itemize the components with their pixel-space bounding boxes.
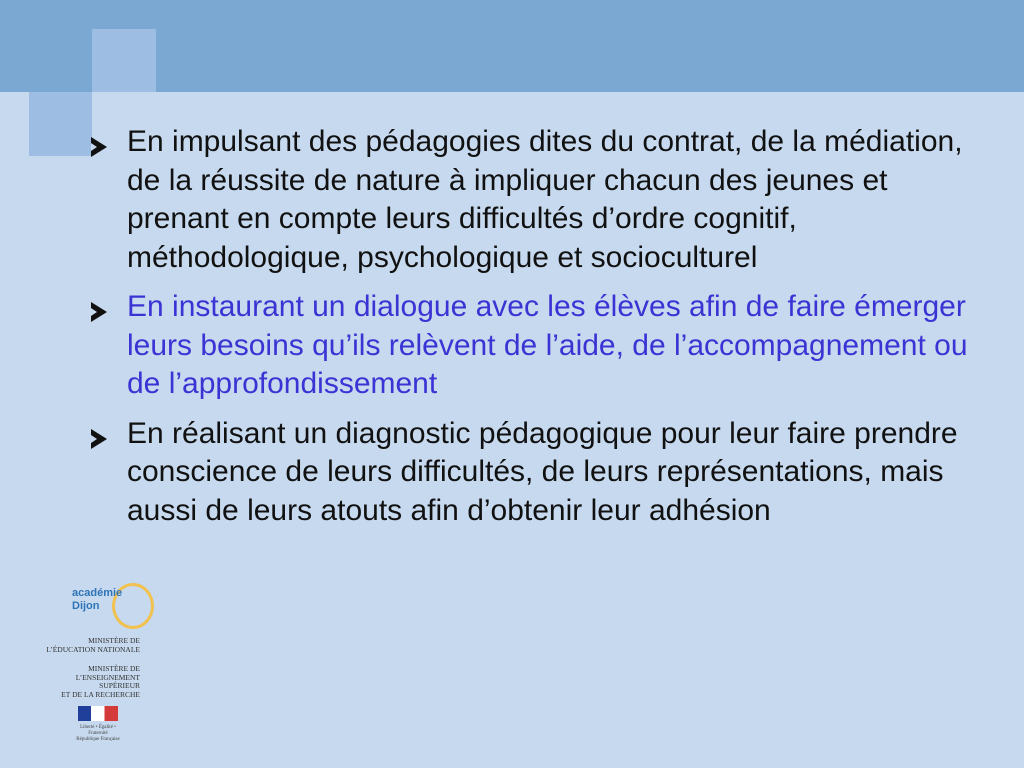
- academie-dijon-label: académie Dijon: [72, 587, 123, 612]
- bullet-item: [90, 288, 990, 404]
- bullet-text: En réalisant un diagnostic pédagogique pour leur faire prendre conscience de leurs difficultés, de leurs représentations, mais aussi de leurs atouts afin d’obtenir leur adhésion: [127, 416, 958, 527]
- ministere-superieur-label: MINISTÈRE DE L’ENSEIGNEMENT SUPÉRIEUR ET DE LA RECHERCHE: [61, 664, 140, 699]
- french-flag-icon: [78, 706, 118, 721]
- decor-square-top: [92, 29, 156, 92]
- bullet-text: En impulsant des pédagogies dites du contrat, de la médiation, de la réussite de nature à impliquer chacun des jeunes et prenant en compte leurs difficultés d’ordre cognitif, méthodologique, psychologique et socioculturel: [127, 125, 963, 274]
- arrowhead-bullet-icon: [91, 302, 107, 322]
- bullet-text: En instaurant un dialogue avec les élèves afin de faire émerger leurs besoins qu’ils relèvent de l’aide, de l’accompagnement ou de l’approfondissement: [127, 290, 968, 400]
- arrowhead-bullet-icon: [91, 429, 107, 449]
- decor-square-left: [29, 92, 92, 156]
- ministere-education-label: MINISTÈRE DE L’ÉDUCATION NATIONALE: [46, 636, 140, 654]
- institution-logo: [32, 565, 142, 740]
- marianne-motto: Liberté • Égalité • Fraternité République Française: [76, 725, 120, 742]
- bullet-list: [90, 123, 990, 541]
- bullet-item: [90, 123, 990, 277]
- bullet-item: [90, 415, 990, 531]
- arrowhead-bullet-icon: [91, 137, 107, 157]
